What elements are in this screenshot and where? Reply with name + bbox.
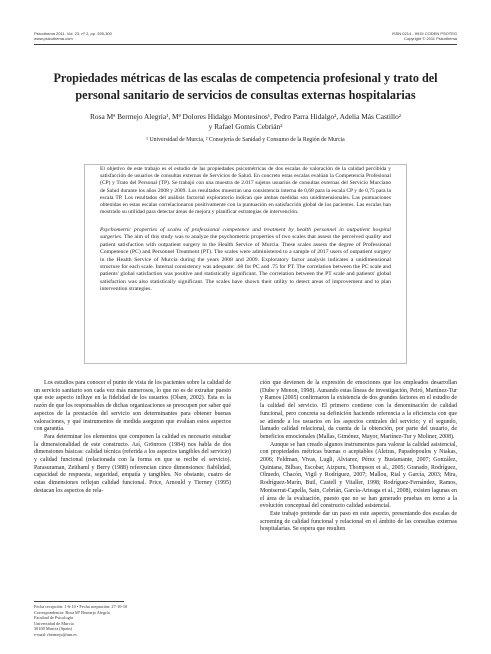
email-line: e-mail: rbermejo@um.es [34,631,77,637]
paragraph: Los estudios para conocer el punto de vista de los pacientes sobre la calidad de un servicio sanitario son cada vez más numerosos, lo que no es de extrañar puesto que este aspecto influye en la fidelidad de los usuarios (Olsen, 2002). Ésta es la razón de que los responsables de dichas organizaciones se preocupen por saber qué aspectos de la prestación del servicio son determinantes para obtener buenas valoraciones, y qué instrumentos de medida aseguran que evalúan estos aspectos con garantía. [34,380,231,433]
authors-line-1: Rosa Mª Bermejo Alegría¹, Mª Dolores Hidalgo Montesinos¹, Pedro Parra Hidalgo², Adelia Más Castillo² [90,112,401,121]
footnote-rule [34,601,124,602]
correspondence-note: Correspondencia: Rosa Mª Bermejo Alegría [34,609,110,615]
paragraph: Este trabajo pretende dar un paso en este aspecto, presentando dos escalas de screening de calidad funcional y relacional en el ámbito de las consultas externas hospitalarias. Se espera que resulten [260,510,457,533]
paragraph: ción que devienen de la expresión de emociones que los empleados desarrollan (Dube y Menon, 1998). Aunando estas líneas de investigación, Peiró, Martínez-Tur y Ramos (2005) confirmaron la existencia de dos grandes factores en el estudio de la calidad del servicio. El primero contiene con la denominación de calidad funcional, pero concreta su definición haciendo referencia a la eficiencia con que se atiende a los usuarios en los aspectos centrales del servicio; y el segundo, llamado calidad relacional, da cuenta de la obtención, por parte del usuario, de beneficios emocionales (Mallas, Giménez, Mayor, Martínez-Tur y Moliner, 2008). [260,380,457,440]
paragraph: Para determinar los elementos que componen la calidad es necesario estudiar la dimensionalidad de este constructo. Así, Grönroos (1984) nos habla de dos dimensiones básicas: calidad técnica (referida a los aspectos tangibles del servicio) y calidad funcional (relacionada con la forma en que se recibe el servicio). Parasuraman, Zeithaml y Berry (1988) referencian cinco dimensiones: fiabilidad, capacidad de respuesta, seguridad, empatía y tangibles. No obstante, cuatro de estas dimensiones reflejan calidad funcional. Price, Arnould y Tierney (1995) destacan los aspectos de rela- [34,433,231,494]
journal-website: www.psicothema.com [34,36,73,41]
abstract-english [100,227,391,294]
abstract-english-title: Psychometric properties of scales of professional competence and treatment by health personnel in outpatient hospital surgeries. [100,227,391,241]
authors-line-2: y Rafael Gomis Cebrián² [208,122,283,131]
issn-block [392,31,457,41]
address-line: Facultad de Psicología [34,615,73,621]
journal-citation [34,31,112,41]
paragraph: Aunque se han creado algunos instrumentos para valorar la calidad asistencial, con propiedades métricas buenas o aceptables (Aletras, Papadopoulos y Niakas, 2006; Feldman, Vivas, Lugli, Alviarez, Pérez y Bustamante, 2007; González, Quintana, Bilbao, Escobar, Aizpuru, Thompson et al., 2005; Granado, Rodríguez, Olmedo, Chacón, Vigil y Rodríguez, 2007; Mallou, Rial y García, 2003; Mira, Rodríguez-Marín, Buil, Castell y Vitaller, 1998; Rodríguez-Fernández, Ramos, Montserrat-Capella, Sain, Cebrián, García-Arteaga et al., 2008), existen lagunas en el área de la evaluación, puesto que no se han generado pruebas en torno a la evolución conceptual del constructo calidad asistencial. [260,441,457,510]
header-rule [34,44,457,45]
author-list [34,112,457,132]
dates-note: Fecha recepción: 1-6-10 • Fecha aceptación: 27-10-10 [34,604,128,609]
abstract-english-body: The aim of this study was to analyze the psychometric properties of two scales that assess the perceived quality and patient satisfaction with outpatient surgery in the Health Service of Murcia. These scales assess the degree of Professional Competence (PC) and Personnel Treatment (PT). The scales were administered to a sample of 2017 users of outpatient surgery in the Health Service of Murcia during the years 2008 and 2009. Exploratory factor analysis indicates a unidimensional structure for each scale. Internal consistency was adequate: .68 for PC and .75 for PT. The correlation between the PC scale and patients' global satisfaction was positive and statistically significant. The correlation between the PT scale and patients' global satisfaction was also statistically significant. The scales have shown their utility to detect areas of improvement and to plan intervention strategies. [100,234,391,293]
journal-line: Psicothema 2011. Vol. 23, nº 2, pp. 295-300 [34,31,112,36]
copyright-line: Copyright © 2011 Psicothema [404,36,457,41]
footnotes [34,604,231,638]
body-column-right [260,380,457,534]
abstract-spanish: El objetivo de este trabajo es el estudio de las propiedades psicométricas de dos escalas de valoración de la calidad percibida y satisfacción de usuarios de consultas externas de Servicios de Salud. En concreto estas escalas evalúan la Competencia Profesional (CP) y Trato del Personal (TP). Se trabajó con una muestra de 2.017 sujetos usuarios de consultas externas del Servicio Murciano de Salud durante los años 2008 y 2009. Los resultados muestran una consistencia interna de 0,68 para la escala CP y de 0,75 para la escala TP. Los resultados del análisis factorial exploratorio indican que ambas medidas son unidimensionales. Las puntuaciones obtenidas en estas escalas correlacionaron positivamente con la puntuación en satisfacción global de los pacientes. Las escalas han mostrado su utilidad para detectar áreas de mejora y planificar estrategias de intervención. [100,166,391,216]
journal-header [34,31,457,41]
issn-line: ISSN 0214 - 9915 CODEN PSOTEG [391,31,457,36]
affiliations: ¹ Universidad de Murcia, ² Consejería de Sanidad y Consumo de la Región de Murcia [146,137,345,143]
address-line: 30100 Murcia (Spain) [34,626,72,632]
body-column-left [34,380,231,496]
address-line: Universidad de Murcia [34,620,74,626]
paper-title: Propiedades métricas de las escalas de competencia profesional y trato del personal sanitario de servicios de consultas externas hospitalarias [53,71,438,102]
